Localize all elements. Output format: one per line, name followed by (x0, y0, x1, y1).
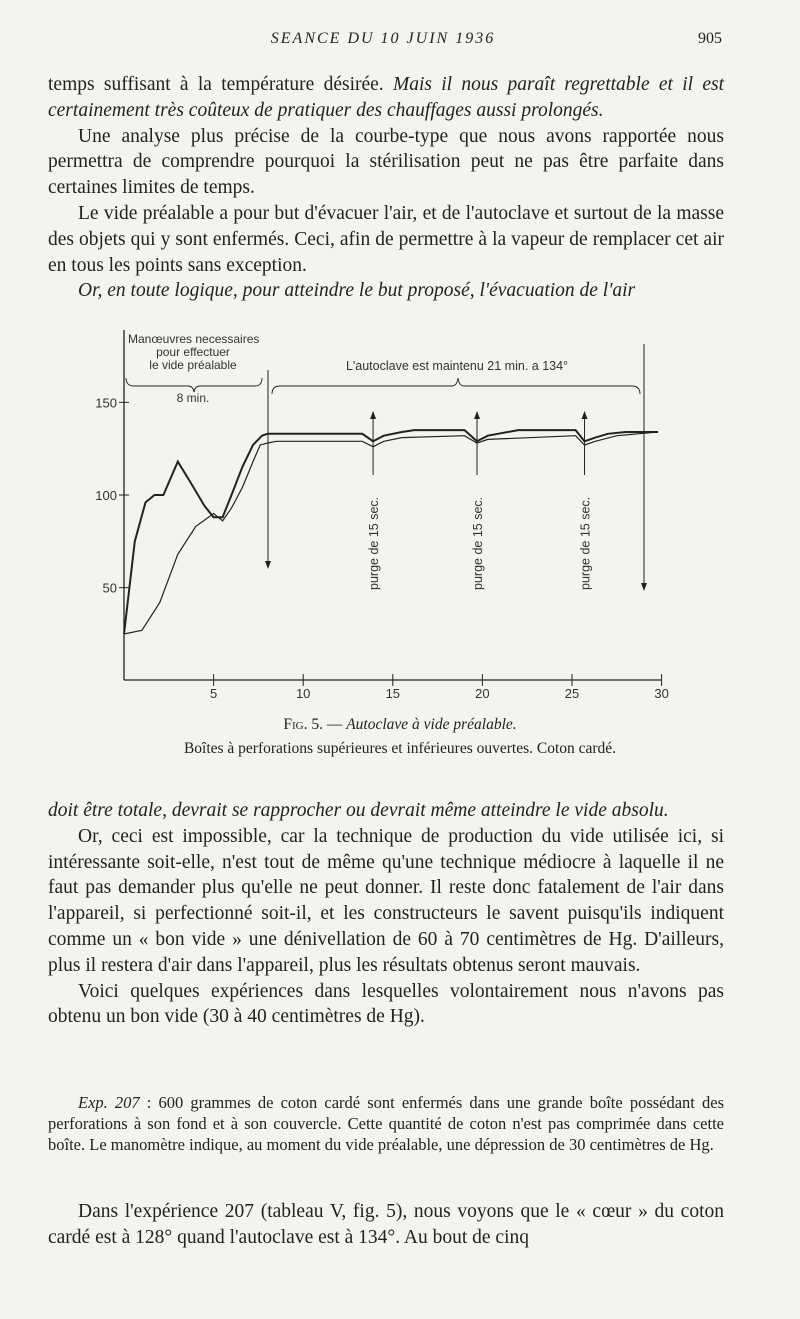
paragraph-6: Or, ceci est impossible, car la technique de production du vide utilisée ici, si intéressante soit-elle, n'est tout de même qu'une technique médiocre à laquelle il ne faut pas demander plus qu'elle ne peut donner. Il reste donc fatalement de l'air dans l'appareil, si perfectionné soit-il, et les constructeurs le savent puisqu'ils indiquent comme un « bon vide » une dénivellation de 60 à 70 centimètres de Hg. D'ailleurs, plus il restera d'air dans l'appareil, plus les résultats obtenus seront mauvais. (48, 825, 724, 976)
y-tick-label: 50 (102, 580, 117, 596)
caption-label: Fig. 5. — (283, 716, 343, 733)
purge-arrow-2 (474, 411, 480, 419)
phase1-label-line-3: le vide préalable (149, 358, 237, 372)
x-tick-label: 30 (654, 686, 669, 701)
x-tick-label: 10 (295, 686, 311, 701)
experiment-207 (48, 1092, 724, 1155)
phase-start-arrow (265, 561, 271, 569)
running-header (48, 30, 722, 54)
page-number: 905 (698, 30, 722, 47)
y-tick-label: 100 (95, 488, 117, 504)
experiment-block (48, 1092, 724, 1155)
phase1-label-line-2: pour effectuer (156, 345, 230, 359)
paragraph-1-text: temps suffisant à la température désirée. (48, 74, 393, 95)
x-tick-label: 15 (385, 686, 401, 701)
purge-label-2: purge de 15 sec. (471, 496, 486, 590)
chart-annotations (126, 332, 647, 591)
phase2-brace (272, 378, 640, 394)
paragraph-5: doit être totale, devrait se rapprocher ou devrait même atteindre le vide absolu. (48, 800, 669, 821)
phase2-label: L'autoclave est maintenu 21 min. a 134° (345, 359, 569, 373)
experiment-text: : 600 grammes de coton cardé sont enfermés dans une grande boîte possédant des perforations à son fond et à son couvercle. Cette quantité de coton n'est pas comprimée dans cette boîte. Le manomètre indique, au moment du vide préalable, une dépression de 30 centimètres de Hg. (48, 1093, 724, 1154)
paragraph-3: Le vide préalable a pour but d'évacuer l'air, et de l'autoclave et surtout de la masse des objets qui y sont enfermés. Ceci, afin de permettre à la vapeur de remplacer cet air en tous les points sans exception. (48, 202, 724, 276)
paragraph-7: Voici quelques expériences dans lesquelles volontairement nous n'avons pas obtenu un bon vide (30 à 40 centimètres de Hg). (48, 980, 724, 1028)
x-tick-label: 5 (209, 686, 218, 701)
paragraph-2: Une analyse plus précise de la courbe-type que nous avons rapportée nous permettra de comprendre pourquoi la stérilisation peut ne pas être parfaite dans certaines limites de temps. (48, 125, 724, 199)
phase-end-arrow (641, 583, 647, 591)
purge-label-1: purge de 15 sec. (367, 496, 382, 590)
purge-label-3: purge de 15 sec. (578, 496, 593, 590)
caption-title: Autoclave à vide préalable. (346, 716, 517, 733)
x-tick-label: 25 (564, 686, 580, 701)
paragraph-1 (48, 72, 724, 124)
x-tick-label: 20 (475, 686, 490, 701)
bottom-text-block (48, 798, 724, 1030)
phase1-duration: 8 min. (176, 391, 210, 405)
phase1-label-line-1: Manœuvres necessaires (128, 332, 260, 346)
experiment-label: Exp. 207 (78, 1093, 140, 1112)
final-text-block (48, 1199, 724, 1251)
y-tick-label: 150 (95, 395, 117, 411)
header-title: SEANCE DU 10 JUIN 1936 (270, 30, 496, 47)
phase1-brace (126, 378, 262, 392)
top-text-block (48, 72, 724, 304)
paragraph-1-italic: Mais il nous paraît regrettable et il est certainement très coûteux de pratiquer des chauffages aussi prolongés. (48, 74, 725, 121)
purge-arrow-3 (582, 411, 588, 419)
figure-chart (0, 320, 800, 710)
paragraph-8: Dans l'expérience 207 (tableau V, fig. 5), nous voyons que le « cœur » du coton cardé est à 128° quand l'autoclave est à 134°. Au bout de cinq (48, 1201, 724, 1248)
figure-subcaption: Boîtes à perforations supérieures et inférieures ouvertes. Coton cardé. (183, 740, 617, 757)
paragraph-4: Or, en toute logique, pour atteindre le but proposé, l'évacuation de l'air (78, 280, 636, 302)
purge-arrow-1 (370, 411, 376, 419)
figure-caption (0, 716, 800, 734)
